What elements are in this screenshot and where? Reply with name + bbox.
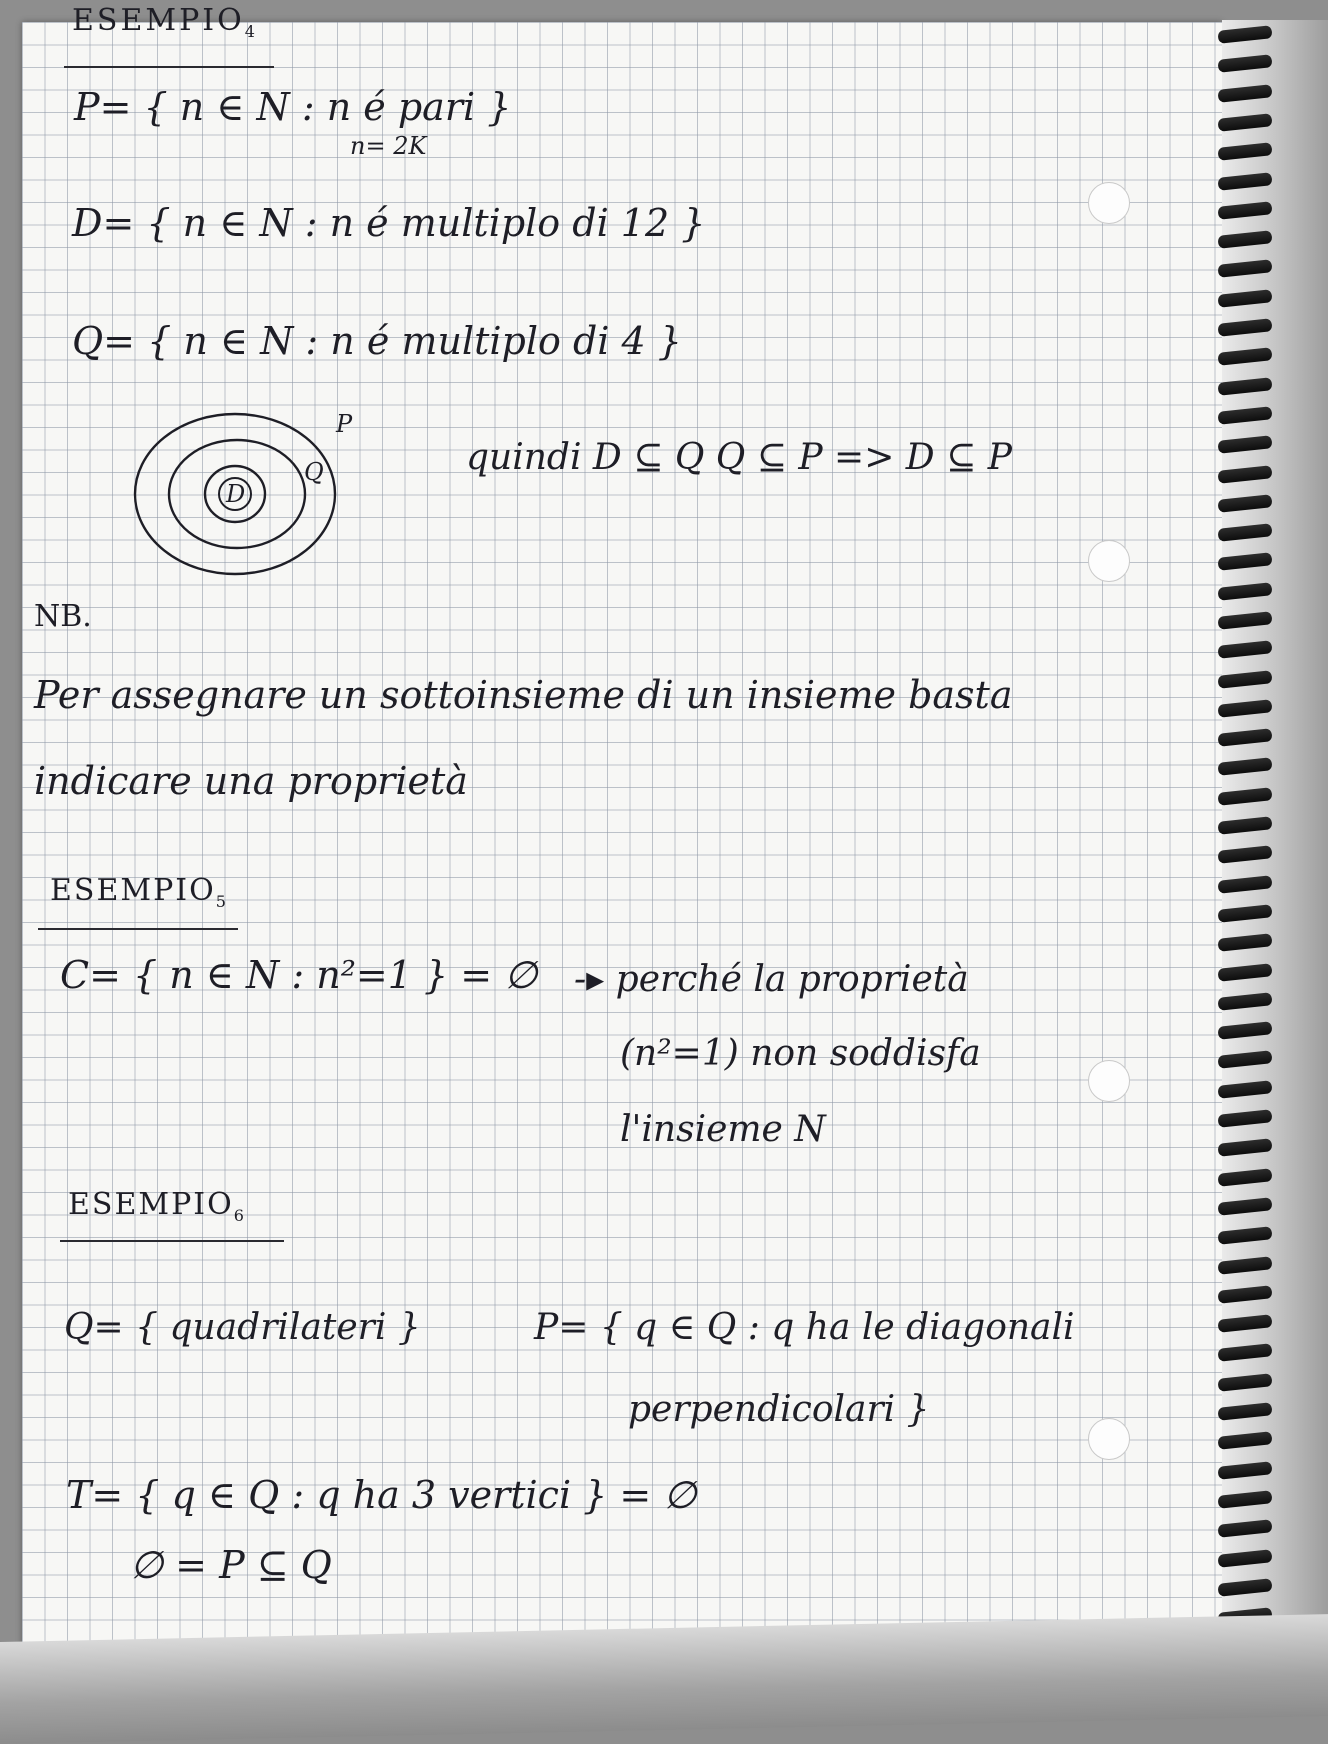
nb-line-1: Per assegnare un sottoinsieme di un insieme basta: [34, 673, 1013, 717]
example-6-title-sub: 6: [233, 1206, 246, 1225]
set-c-definition: C= { n ∈ N : n²=1 } = ∅: [60, 953, 538, 997]
binder-hole: [1088, 1418, 1130, 1460]
set-p2-line-1: P= { q ∈ Q : q ha le diagonali: [534, 1307, 1075, 1348]
set-q2-definition: Q= { quadrilateri }: [64, 1307, 421, 1348]
nb-line-2: indicare una proprietà: [34, 759, 468, 803]
diagram-label-d: D: [226, 480, 246, 508]
example-6-underline: [60, 1240, 284, 1242]
binder-hole: [1088, 1060, 1130, 1102]
empty-set-relation: ∅ = P ⊆ Q: [130, 1543, 332, 1587]
header-cut: [72, 3, 258, 41]
binder-hole: [1088, 182, 1130, 224]
set-p-note: n= 2K: [350, 132, 427, 160]
example-5-underline: [38, 928, 238, 930]
reason-line-3: l'insieme N: [620, 1109, 826, 1150]
set-q-definition: Q= { n ∈ N : n é multiplo di 4 }: [72, 319, 682, 363]
set-t-definition: T= { q ∈ Q : q ha 3 vertici } = ∅: [66, 1473, 697, 1517]
set-p2-line-2: perpendicolari }: [628, 1389, 930, 1430]
inclusion-conclusion: quindi D ⊆ Q Q ⊆ P => D ⊆ P: [466, 437, 1012, 478]
header-cut-text: ESEMPIO: [72, 3, 245, 38]
binder-hole: [1088, 540, 1130, 582]
header-cut-sub: 4: [244, 22, 258, 41]
grid-paper-sheet: [22, 22, 1222, 1682]
example-5-title-text: ESEMPIO: [50, 873, 216, 908]
set-d-definition: D= { n ∈ N : n é multiplo di 12 }: [72, 201, 706, 245]
set-p-definition: P= { n ∈ N : n é pari }: [74, 85, 512, 129]
example-6-title-text: ESEMPIO: [68, 1187, 234, 1222]
reason-line-2: (n²=1) non soddisfa: [620, 1033, 981, 1074]
header-underline: [64, 66, 274, 68]
nb-label: NB.: [34, 599, 92, 634]
example-6-title: [68, 1187, 246, 1225]
example-5-title: [50, 873, 228, 911]
example-5-title-sub: 5: [215, 892, 228, 911]
reason-line-1: -▸ perché la proprietà: [574, 959, 969, 1000]
diagram-label-q: Q: [304, 458, 324, 486]
diagram-label-p: P: [336, 410, 353, 438]
